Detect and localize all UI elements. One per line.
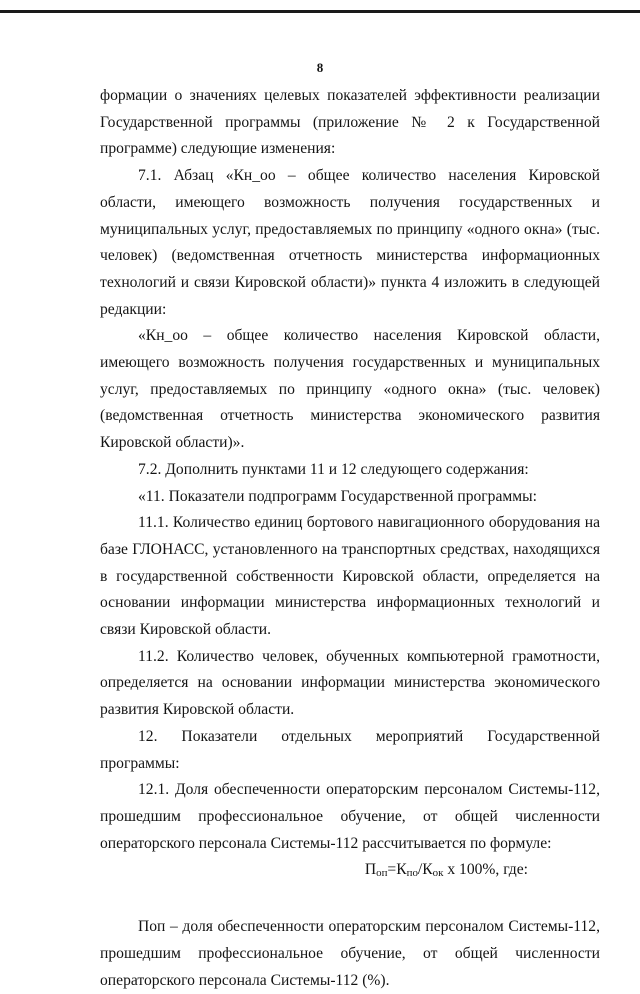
paragraph-11-1: 11.1. Количество единиц бортового навигационного оборудования на базе ГЛОНАСС, установленного на транспортных средствах, находящихся в государственной собственности Кировской области, определяется на основании информации министерства информационных технологий и связи Кировской области. (100, 514, 600, 639)
paragraph-11-2: 11.2. Количество человек, обученных компьютерной грамотности, определяется на основании информации министерства экономического развития Кировской области. (100, 647, 600, 719)
formula-tail: х 100%, где: (443, 861, 528, 879)
paragraph-definition: Поп – доля обеспеченности операторским персоналом Системы-112, прошедшим профессиональное обучение, от общей численности операторского персонала Системы-112 (%). (100, 918, 600, 989)
top-border-line (0, 10, 640, 13)
formula-numerator-subscript: по (406, 867, 418, 880)
paragraph-continuation: формации о значениях целевых показателей эффективности реализации Государственной программы (приложение № 2 к Государственной программе) следующие изменения: (100, 87, 600, 158)
paragraph-11: «11. Показатели подпрограмм Государственной программы: (138, 487, 537, 505)
paragraph-7-1: 7.1. Абзац «Кн_оо – общее количество населения Кировской области, имеющего возможность получения государственных и муниципальных услуг, предоставляемых по принципу «одного окна» (тыс. человек) (ведомственная отчетность министерства информационных технологий и связи Кировской области)» пункта 4 изложить в следующей редакции: (100, 167, 600, 318)
paragraph-12-1: 12.1. Доля обеспеченности операторским персоналом Системы-112, прошедшим профессиональное обучение, от общей численности операторского персонала Системы-112 рассчитывается по формуле: (100, 781, 600, 852)
formula-equals: =К (387, 861, 407, 879)
paragraph-quoted-definition: «Кн_оо – общее количество населения Кировской области, имеющего возможность получения государственных и муниципальных услуг, предоставляемых по принципу «одного окна» (тыс. человек) (ведомственная отчетность министерства экономического развития Кировской области)». (100, 327, 600, 452)
document-body (100, 83, 600, 994)
page-number: 8 (316, 60, 324, 75)
formula (100, 857, 600, 887)
paragraph-12: 12. Показатели отдельных мероприятий Государственной программы: (100, 727, 600, 772)
formula-lhs-subscript: оп (376, 867, 388, 880)
formula-denominator-subscript: ок (432, 867, 444, 880)
paragraph-7-2: 7.2. Дополнить пунктами 11 и 12 следующего содержания: (138, 460, 529, 478)
formula-lhs: П (364, 861, 377, 879)
formula-slash: /К (417, 861, 433, 879)
